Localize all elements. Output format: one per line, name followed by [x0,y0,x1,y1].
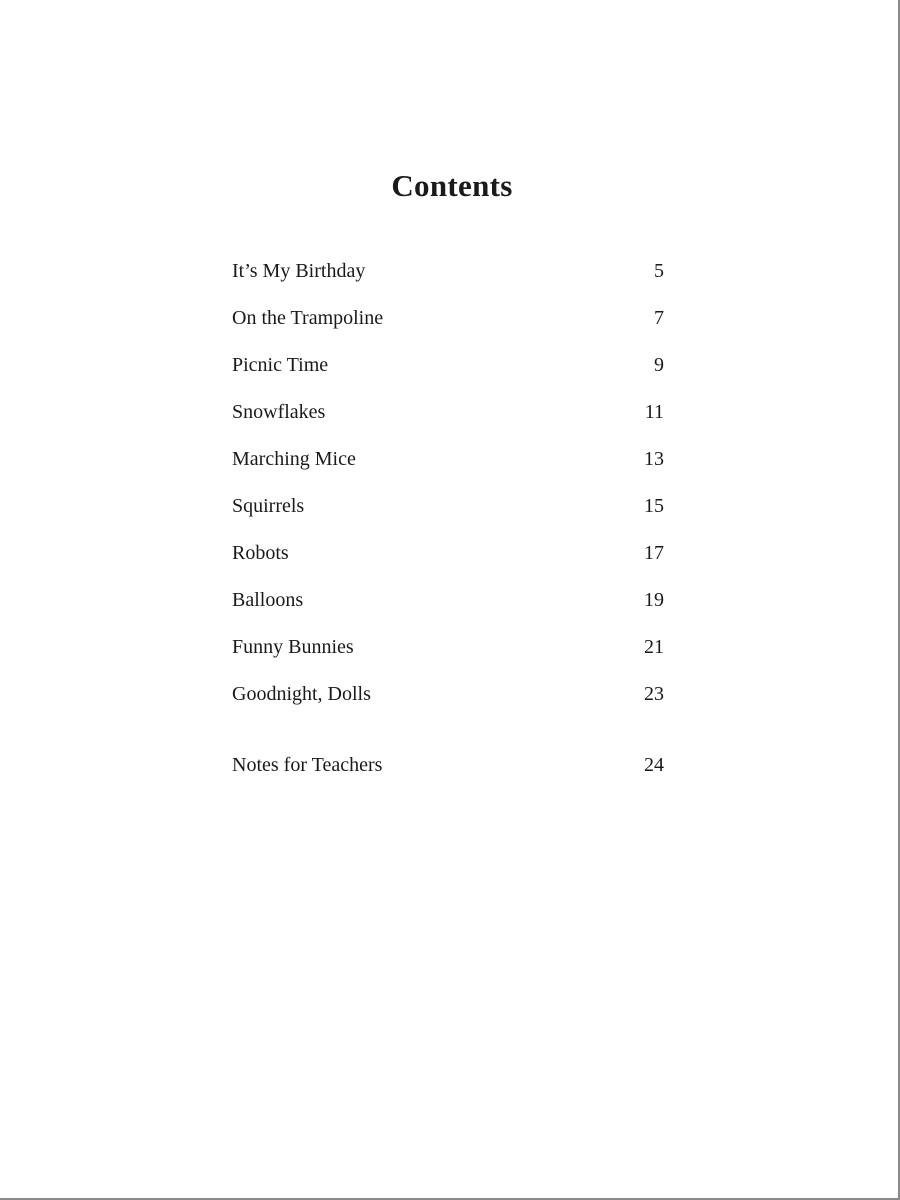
toc-entry-title: It’s My Birthday [232,260,366,282]
page-title: Contents [391,168,513,203]
toc-entry-title: Balloons [232,589,304,611]
toc-entry-page: 19 [644,589,664,611]
toc-entry-title: Squirrels [232,495,305,517]
toc-entry-page: 5 [654,260,664,282]
toc-entry-page: 11 [644,401,664,423]
toc-entry-robots[interactable] [232,538,664,585]
toc-entry-page: 24 [644,754,664,776]
toc-entry-page: 21 [644,636,664,658]
toc-entry-page: 13 [644,448,664,470]
toc-entry-title: Picnic Time [232,354,329,376]
toc-entry-page: 15 [644,495,664,517]
toc-entry-title: Snowflakes [232,401,326,423]
toc-entry-title: Robots [232,542,289,564]
toc-entry-funny-bunnies[interactable] [232,632,664,679]
toc-entry-balloons[interactable] [232,585,664,632]
toc-entry-page: 7 [654,307,664,329]
toc-entry-marching-mice[interactable] [232,444,664,491]
toc-entry-its-my-birthday[interactable] [232,256,664,303]
toc-entry-page: 17 [644,542,664,564]
toc-entry-snowflakes[interactable] [232,397,664,444]
toc-entry-on-the-trampoline[interactable] [232,303,664,350]
table-of-contents [232,256,664,797]
toc-entry-page: 9 [654,354,664,376]
toc-entry-title: Funny Bunnies [232,636,354,658]
toc-entry-title: Goodnight, Dolls [232,683,371,705]
toc-entry-squirrels[interactable] [232,491,664,538]
toc-entry-title: Notes for Teachers [232,754,383,776]
toc-entry-goodnight-dolls[interactable] [232,679,664,726]
toc-entry-notes-for-teachers[interactable] [232,750,664,797]
toc-entry-title: On the Trampoline [232,307,384,329]
toc-entry-title: Marching Mice [232,448,356,470]
toc-entry-page: 23 [644,683,664,705]
toc-entry-picnic-time[interactable] [232,350,664,397]
